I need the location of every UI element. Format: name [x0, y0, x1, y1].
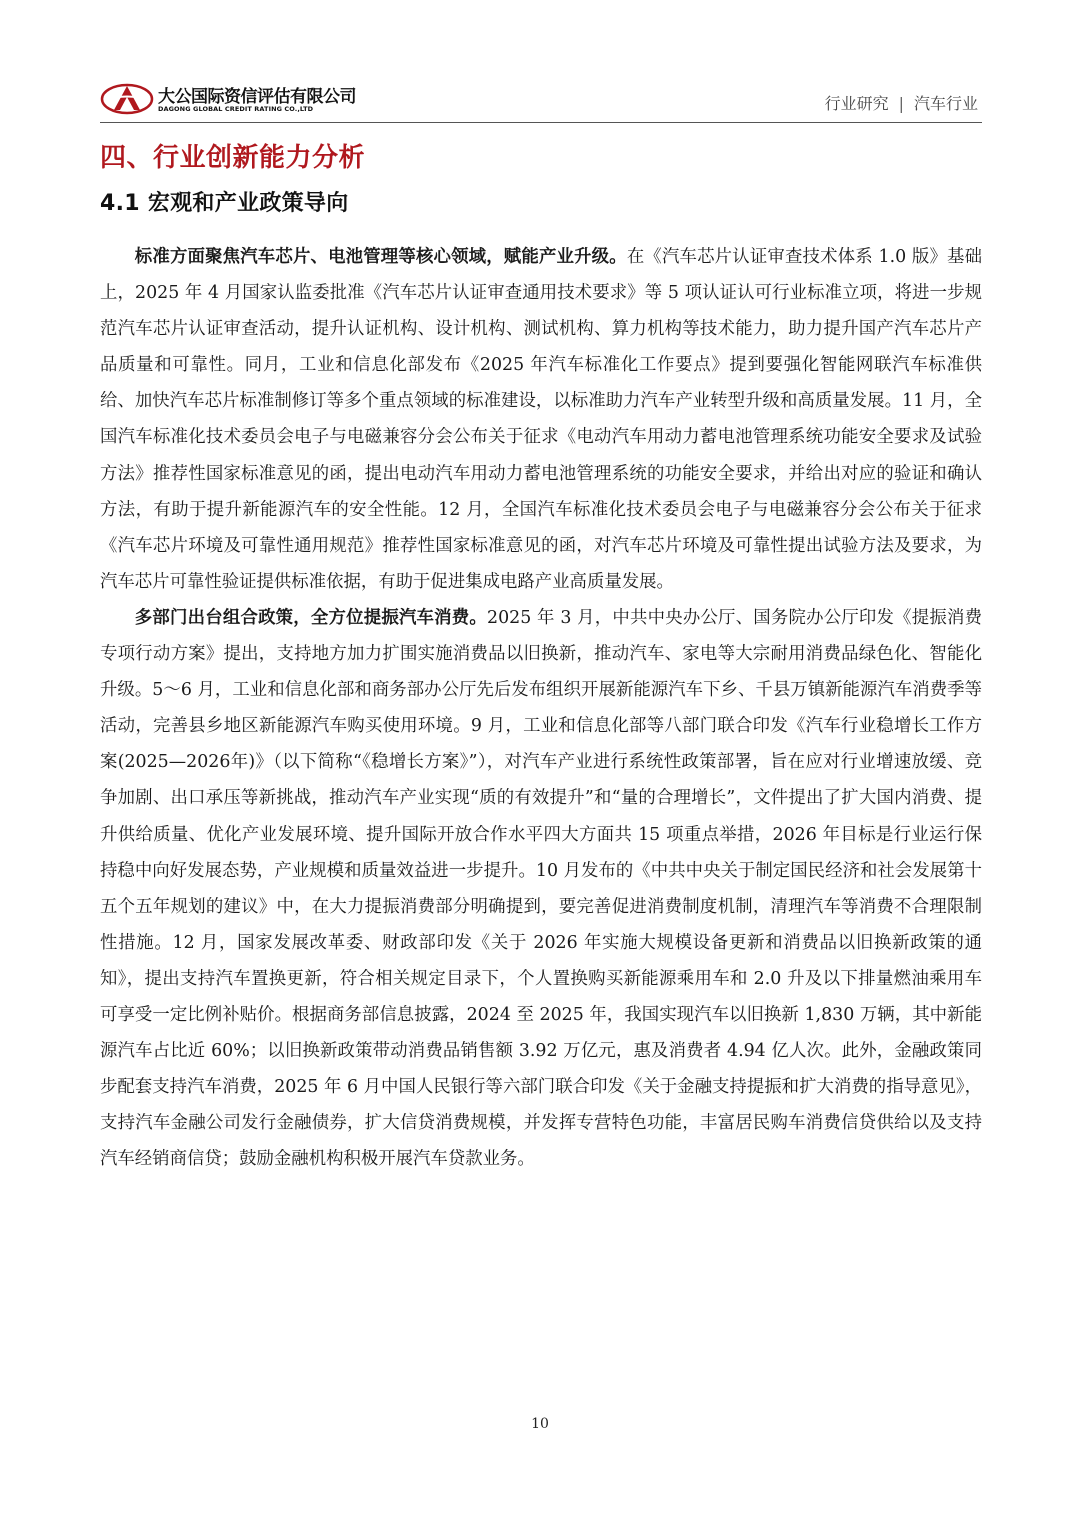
section-title: 四、行业创新能力分析: [100, 143, 366, 173]
page-number: 10: [531, 1416, 549, 1432]
subsection-title: 4.1 宏观和产业政策导向: [100, 191, 349, 216]
company-name-en: DAGONG GLOBAL CREDIT RATING CO.,LTD: [158, 105, 314, 113]
paragraph: [100, 600, 982, 1178]
paragraph-lead: 标准方面聚焦汽车芯片、电池管理等核心领域，赋能产业升级。: [134, 247, 627, 267]
header-category: [825, 91, 978, 114]
company-name-cn: 大公国际资信评估有限公司: [158, 87, 356, 107]
paragraph-text: 2025 年 3 月，中共中央办公厅、国务院办公厅印发《提振消费专项行动方案》提出，支持地方加力扩围实施消费品以旧换新，推动汽车、家电等大宗耐用消费品绿色化、智能化升级。5～6 月，工业和信息化部和商务部办公厅先后发布组织开展新能源汽车下乡、千县万镇新能源汽车消费季等活动，完善县乡地区新能源汽车购买使用环境。9 月，工业和信息化部等八部门联合印发《汽车行业稳增长工作方案(2025—2026年)》（以下简称“《稳增长方案》”），对汽车产业进行系统性政策部署，旨在应对行业增速放缓、竞争加剧、出口承压等新挑战，推动汽车产业实现“质的有效提升”和“量的合理增长”，文件提出了扩大国内消费、提升供给质量、优化产业发展环境、提升国际开放合作水平四大方面共 15 项重点举措，2026 年目标是行业运行保持稳中向好发展态势，产业规模和质量效益进一步提升。10 月发布的《中共中央关于制定国民经济和社会发展第十五个五年规划的建议》中，在大力提振消费部分明确提到，要完善促进消费制度机制，清理汽车等消费不合理限制性措施。12 月，国家发展改革委、财政部印发《关于 2026 年实施大规模设备更新和消费品以旧换新政策的通知》，提出支持汽车置换更新，符合相关规定目录下，个人置换购买新能源乘用车和 2.0 升及以下排量燃油乘用车可享受一定比例补贴价。根据商务部信息披露，2024 至 2025 年，我国实现汽车以旧换新 1,830 万辆，其中新能源汽车占比近 60%；以旧换新政策带动消费品销售额 3.92 万亿元，惠及消费者 4.94 亿人次。此外，金融政策同步配套支持汽车消费，2025 年 6 月中国人民银行等六部门联合印发《关于金融支持提振和扩大消费的指导意见》，支持汽车金融公司发行金融债券，扩大信贷消费规模，并发挥专营特色功能，丰富居民购车消费信贷供给以及支持汽车经销商信贷；鼓励金融机构积极开展汽车贷款业务。: [100, 607, 982, 1170]
paragraph: [100, 239, 982, 600]
body-text: [100, 239, 982, 1177]
paragraph-text: 在《汽车芯片认证审查技术体系 1.0 版》基础上，2025 年 4 月国家认监委批准《汽车芯片认证审查通用技术要求》等 5 项认证认可行业标准立项，将进一步规范汽车芯片认证审查活动，提升认证机构、设计机构、测试机构、算力机构等技术能力，助力提升国产汽车芯片产品质量和可靠性。同月，工业和信息化部发布《2025 年汽车标准化工作要点》提到要强化智能网联汽车标准供给、加快汽车芯片标准制修订等多个重点领域的标准建设，以标准助力汽车产业转型升级和高质量发展。11 月，全国汽车标准化技术委员会电子与电磁兼容分会公布关于征求《电动汽车用动力蓄电池管理系统功能安全要求及试验方法》推荐性国家标准意见的函，提出电动汽车用动力蓄电池管理系统的功能安全要求，并给出对应的验证和确认方法，有助于提升新能源汽车的安全性能。12 月，全国汽车标准化技术委员会电子与电磁兼容分会公布关于征求《汽车芯片环境及可靠性通用规范》推荐性国家标准意见的函，对汽车芯片环境及可靠性提出试验方法及要求，为汽车芯片可靠性验证提供标准依据，有助于促进集成电路产业高质量发展。: [100, 247, 982, 592]
industry-label: 汽车行业: [913, 94, 978, 113]
category-label: 行业研究: [824, 94, 889, 113]
header-separator: |: [898, 94, 904, 113]
page-header: [100, 74, 982, 122]
paragraph-lead: 多部门出台组合政策，全方位提振汽车消费。: [134, 607, 487, 628]
header-divider: [100, 122, 982, 123]
dagong-logo-icon: [100, 80, 154, 116]
